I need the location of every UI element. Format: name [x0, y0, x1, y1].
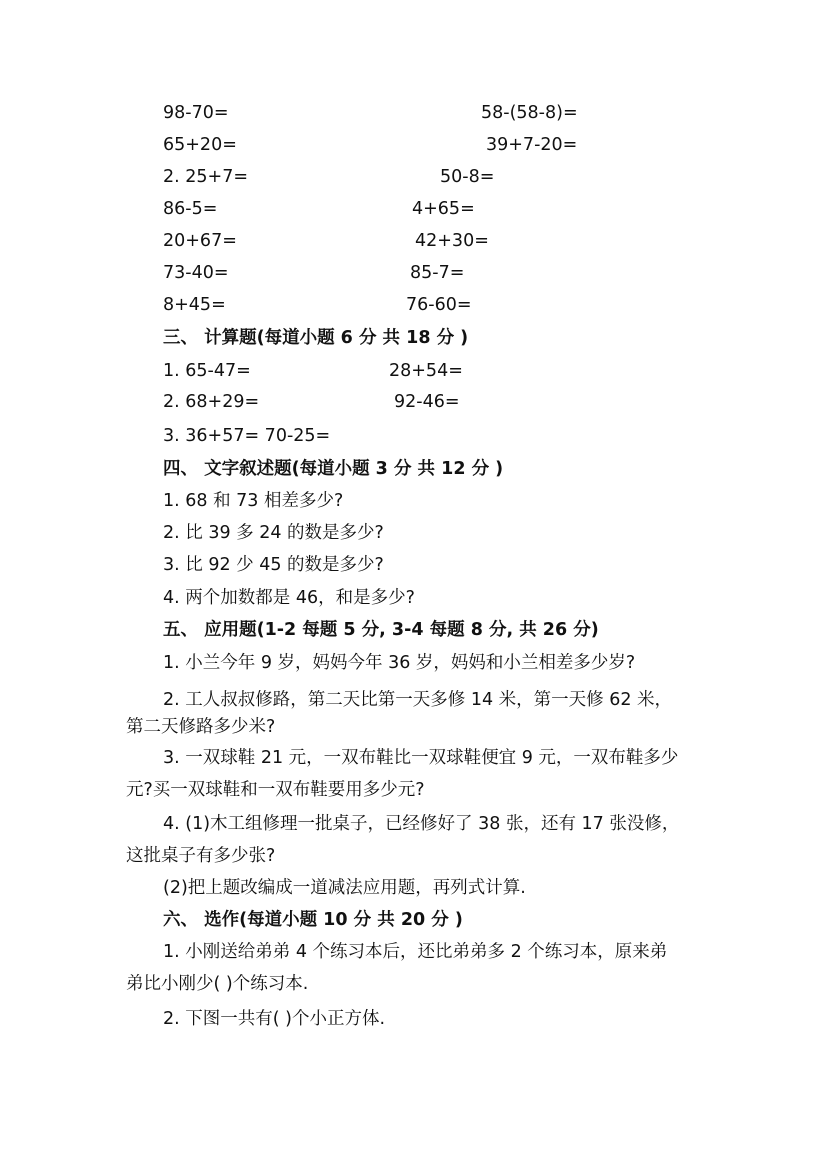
- problem: 73-40=: [163, 263, 229, 283]
- question: 3. 比 92 少 45 的数是多少?: [163, 555, 384, 575]
- section-heading-v: 五、 应用题(1-2 每题 5 分, 3-4 每题 8 分, 共 26 分): [163, 620, 599, 640]
- problem: 28+54=: [389, 361, 463, 381]
- question: 2. 比 39 多 24 的数是多少?: [163, 523, 384, 543]
- problem: 58-(58-8)=: [481, 103, 578, 123]
- problem: 50-8=: [440, 167, 495, 187]
- question: 这批桌子有多少张?: [126, 846, 276, 866]
- question: (2)把上题改编成一道减法应用题，再列式计算.: [163, 878, 526, 898]
- problem: 4+65=: [412, 199, 475, 219]
- question: 1. 小兰今年 9 岁，妈妈今年 36 岁，妈妈和小兰相差多少岁?: [163, 653, 636, 673]
- question: 第二天修路多少米?: [126, 717, 276, 737]
- problem: 76-60=: [406, 295, 472, 315]
- problem: 8+45=: [163, 295, 226, 315]
- section-heading-iv: 四、 文字叙述题(每道小题 3 分 共 12 分 ): [163, 459, 504, 479]
- section-heading-vi: 六、 选作(每道小题 10 分 共 20 分 ): [163, 910, 463, 930]
- question: 4. (1)木工组修理一批桌子，已经修好了 38 张，还有 17 张没修，: [163, 814, 680, 834]
- question: 弟比小刚少( )个练习本.: [126, 974, 309, 994]
- question: 2. 下图一共有( )个小正方体.: [163, 1009, 386, 1029]
- problem: 1. 65-47=: [163, 361, 251, 381]
- problem: 98-70=: [163, 103, 229, 123]
- question: 元?买一双球鞋和一双布鞋要用多少元?: [126, 780, 425, 800]
- question: 3. 一双球鞋 21 元，一双布鞋比一双球鞋便宜 9 元，一双布鞋多少: [163, 748, 679, 768]
- problem: 3. 36+57= 70-25=: [163, 426, 331, 446]
- question: 2. 工人叔叔修路，第二天比第一天多修 14 米，第一天修 62 米，: [163, 690, 673, 710]
- question: 1. 小刚送给弟弟 4 个练习本后，还比弟弟多 2 个练习本，原来弟: [163, 942, 668, 962]
- question: 1. 68 和 73 相差多少?: [163, 491, 344, 511]
- problem: 2. 25+7=: [163, 167, 248, 187]
- problem: 42+30=: [415, 231, 489, 251]
- problem: 20+67=: [163, 231, 237, 251]
- problem: 39+7-20=: [486, 135, 578, 155]
- question: 4. 两个加数都是 46，和是多少?: [163, 588, 415, 608]
- problem: 65+20=: [163, 135, 237, 155]
- problem: 92-46=: [394, 392, 460, 412]
- section-heading-iii: 三、 计算题(每道小题 6 分 共 18 分 ): [163, 328, 469, 348]
- problem: 2. 68+29=: [163, 392, 260, 412]
- problem: 85-7=: [410, 263, 465, 283]
- problem: 86-5=: [163, 199, 218, 219]
